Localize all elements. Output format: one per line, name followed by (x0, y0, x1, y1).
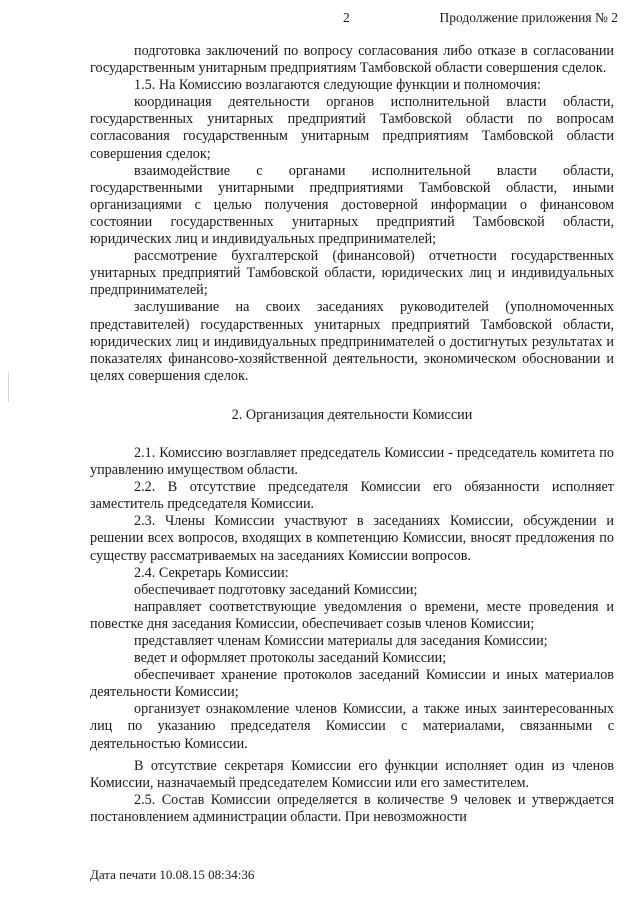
page-number: 2 (343, 10, 350, 25)
paragraph: заслушивание на своих заседаниях руководителей (уполномоченных представителей) государственных унитарных предприятий Тамбовской области, юридических лиц и индивидуальных предпринимателей о достигнутых результатах и показателях финансово-хозяйственной деятельности, экономическом обосновании и целях совершения сделок. (90, 299, 614, 384)
paragraph: направляет соответствующие уведомления о времени, месте проведения и повестке дня заседания Комиссии, обеспечивает созыв членов Комиссии; (90, 598, 614, 632)
paragraph: координация деятельности органов исполнительной власти области, государственных унитарных предприятий Тамбовской области по вопросам согласования государственным унитарным предприятиям Тамбовской области совершения сделок; (90, 94, 614, 162)
paragraph: обеспечивает подготовку заседаний Комиссии; (134, 581, 418, 598)
paragraph: подготовка заключений по вопросу согласования либо отказе в согласовании государственным унитарным предприятиям Тамбовской области совершения сделок. (90, 43, 614, 77)
print-date: Дата печати 10.08.15 08:34:36 (90, 867, 255, 882)
paragraph: взаимодействие с органами исполнительной власти области, государственными унитарными предприятиями Тамбовской области, иными организациями с целью получения достоверной информации о финансовом состоянии государственных унитарных предприятий Тамбовской области, юридических лиц и индивидуальных предпринимателей; (90, 162, 614, 248)
paragraph: организует ознакомление членов Комиссии, а также иных заинтересованных лиц по указанию председателя Комиссии с материалами, связанными с деятельностью Комиссии. (90, 701, 614, 752)
paragraph: 2.3. Члены Комиссии участвуют в заседаниях Комиссии, обсуждении и решении всех вопросов, входящих в компетенцию Комиссии, вносят предложения по существу рассматриваемых на заседаниях Комиссии вопросов. (90, 513, 614, 564)
page-header (0, 10, 640, 30)
appendix-label: Продолжение приложения № 2 (439, 10, 618, 25)
paragraph: 2.5. Состав Комиссии определяется в количестве 9 человек и утверждается постановлением администрации области. При невозможности (90, 791, 614, 825)
paragraph: обеспечивает хранение протоколов заседаний Комиссии и иных материалов деятельности Комиссии; (90, 667, 614, 701)
paragraph: В отсутствие секретаря Комиссии его функции исполняет один из членов Комиссии, назначаемый председателем Комиссии или его заместителем. (90, 757, 614, 791)
margin-mark (8, 372, 9, 402)
paragraph: 1.5. На Комиссию возлагаются следующие функции и полномочия: (134, 77, 541, 94)
paragraph: 2.1. Комиссию возглавляет председатель Комиссии - председатель комитета по управлению имуществом области. (90, 444, 614, 479)
paragraph: 2.2. В отсутствие председателя Комиссии его обязанности исполняет заместитель председателя Комиссии. (90, 479, 614, 513)
paragraph: рассмотрение бухгалтерской (финансовой) отчетности государственных унитарных предприятий Тамбовской области, юридических лиц и индивидуальных предпринимателей; (90, 248, 614, 299)
document-body (90, 43, 614, 826)
paragraph: ведет и оформляет протоколы заседаний Комиссии; (134, 650, 447, 667)
paragraph: представляет членам Комиссии материалы для заседания Комиссии; (134, 633, 548, 649)
paragraph: 2.4. Секретарь Комиссии: (134, 564, 289, 581)
section-title: 2. Организация деятельности Комиссии (231, 406, 473, 423)
